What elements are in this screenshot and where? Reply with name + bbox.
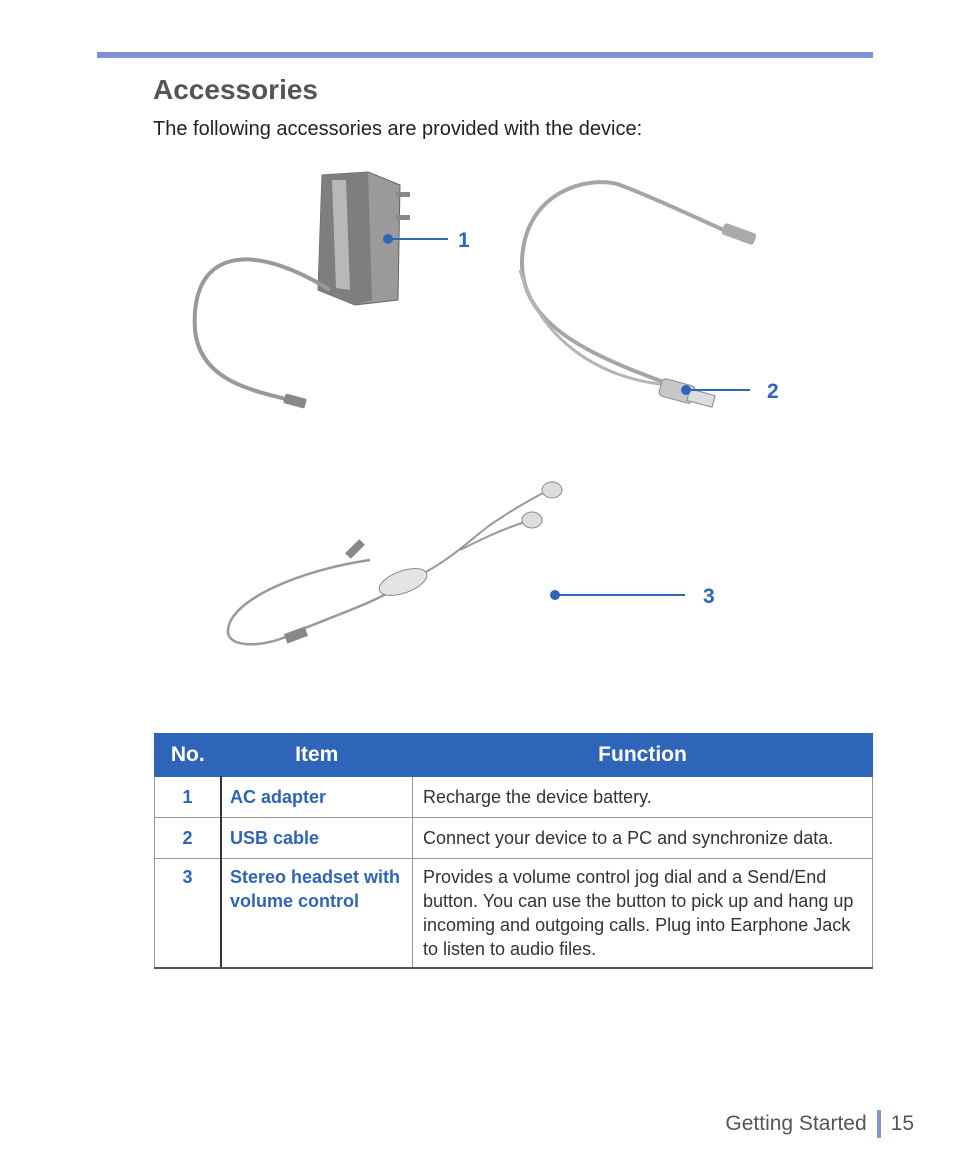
callout-3-label: 3	[703, 585, 715, 608]
ac-adapter-image	[195, 172, 410, 409]
row-function: Connect your device to a PC and synchronize data.	[413, 818, 873, 859]
page-footer	[725, 1110, 914, 1138]
row-function: Provides a volume control jog dial and a Send/End button. You can use the button to pick up and hang up incoming and outgoing calls. Plug into Earphone Jack to listen to audio files.	[413, 859, 873, 969]
callout-2-label: 2	[767, 380, 779, 403]
table-row	[155, 777, 873, 818]
row-number: 1	[155, 777, 222, 818]
row-function: Recharge the device battery.	[413, 777, 873, 818]
page-title: Accessories	[153, 74, 319, 105]
footer-divider	[877, 1110, 881, 1138]
row-number: 3	[155, 859, 222, 969]
intro-text: The following accessories are provided with the device:	[153, 118, 643, 140]
page-number: 15	[890, 1112, 914, 1135]
row-item: USB cable	[221, 818, 413, 859]
row-item: Stereo headset with volume control	[221, 859, 413, 969]
column-header-item: Item	[221, 734, 413, 777]
stereo-headset-image	[228, 482, 562, 644]
row-number: 2	[155, 818, 222, 859]
table-row	[155, 859, 873, 969]
footer-section: Getting Started	[725, 1112, 867, 1135]
column-header-function: Function	[413, 734, 873, 777]
accessories-table	[154, 733, 873, 969]
callout-1-label: 1	[458, 229, 470, 252]
column-header-no: No.	[155, 734, 222, 777]
table-header-row	[155, 734, 873, 777]
row-item: AC adapter	[221, 777, 413, 818]
table-row	[155, 818, 873, 859]
callout-3	[550, 585, 715, 608]
usb-cable-image	[520, 182, 757, 407]
